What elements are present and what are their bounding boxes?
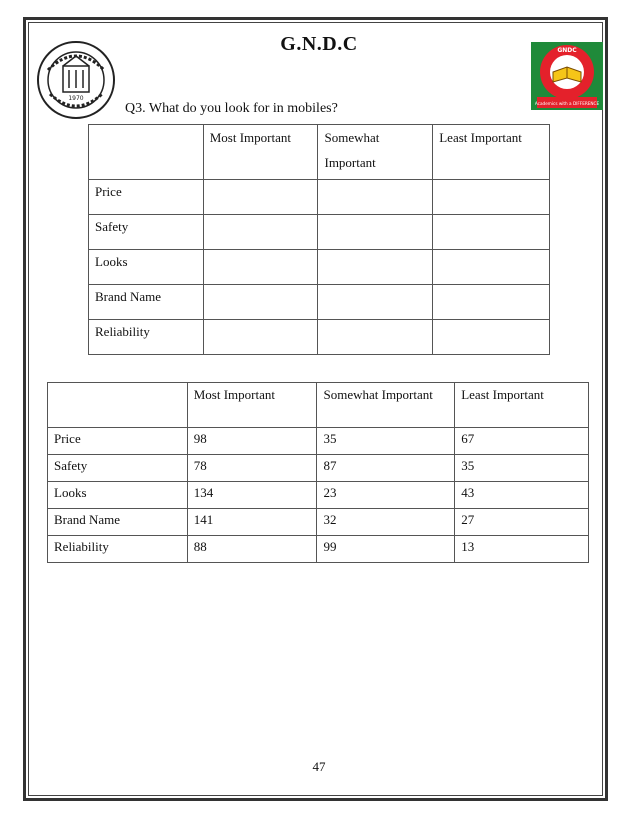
response-cell — [433, 180, 550, 215]
response-cell — [433, 285, 550, 320]
response-cell — [433, 250, 550, 285]
value-most-important: 134 — [187, 482, 317, 509]
row-label: Price — [89, 180, 204, 215]
table-header-row — [48, 383, 589, 428]
value-most-important: 88 — [187, 536, 317, 563]
header-somewhat-important: Somewhat Important — [318, 125, 433, 180]
header-most-important: Most Important — [187, 383, 317, 428]
header-most-important: Most Important — [203, 125, 318, 180]
response-cell — [433, 215, 550, 250]
table-row — [48, 455, 589, 482]
value-most-important: 78 — [187, 455, 317, 482]
table-row — [48, 428, 589, 455]
table-row — [48, 536, 589, 563]
question-text: Q3. What do you look for in mobiles? — [125, 101, 338, 116]
table-row — [89, 285, 550, 320]
response-cell — [203, 250, 318, 285]
response-cell — [318, 250, 433, 285]
table-row — [89, 180, 550, 215]
value-least-important: 35 — [455, 455, 589, 482]
row-label: Looks — [48, 482, 188, 509]
response-cell — [203, 215, 318, 250]
header-least-important: Least Important — [455, 383, 589, 428]
response-cell — [203, 180, 318, 215]
row-label: Reliability — [48, 536, 188, 563]
college-badge-logo — [531, 42, 603, 110]
value-most-important: 141 — [187, 509, 317, 536]
header-cell-empty — [48, 383, 188, 428]
response-cell — [318, 285, 433, 320]
table-row — [89, 215, 550, 250]
response-cell — [433, 320, 550, 355]
value-least-important: 13 — [455, 536, 589, 563]
header-somewhat-important: Somewhat Important — [317, 383, 455, 428]
table-row — [89, 320, 550, 355]
table-row — [48, 509, 589, 536]
row-label: Brand Name — [48, 509, 188, 536]
page-number: 47 — [312, 759, 326, 774]
row-label: Reliability — [89, 320, 204, 355]
badge-tagline: Academics with a DIFFERENCE — [534, 101, 600, 106]
blank-survey-table — [88, 124, 550, 355]
page-title: G.N.D.C — [280, 33, 358, 55]
value-somewhat-important: 99 — [317, 536, 455, 563]
row-label: Price — [48, 428, 188, 455]
response-cell — [203, 285, 318, 320]
value-somewhat-important: 32 — [317, 509, 455, 536]
seal-year: 1970 — [68, 95, 84, 102]
value-somewhat-important: 23 — [317, 482, 455, 509]
value-somewhat-important: 35 — [317, 428, 455, 455]
table-row — [89, 250, 550, 285]
results-table — [47, 382, 589, 563]
header-cell-empty — [89, 125, 204, 180]
value-least-important: 43 — [455, 482, 589, 509]
response-cell — [203, 320, 318, 355]
university-seal-logo — [36, 40, 116, 120]
response-cell — [318, 215, 433, 250]
value-somewhat-important: 87 — [317, 455, 455, 482]
row-label: Safety — [48, 455, 188, 482]
response-cell — [318, 180, 433, 215]
response-cell — [318, 320, 433, 355]
row-label: Safety — [89, 215, 204, 250]
row-label: Brand Name — [89, 285, 204, 320]
header-least-important: Least Important — [433, 125, 550, 180]
row-label: Looks — [89, 250, 204, 285]
value-least-important: 27 — [455, 509, 589, 536]
badge-top-text: GNDC — [557, 47, 577, 54]
table-header-row — [89, 125, 550, 180]
value-least-important: 67 — [455, 428, 589, 455]
value-most-important: 98 — [187, 428, 317, 455]
table-row — [48, 482, 589, 509]
